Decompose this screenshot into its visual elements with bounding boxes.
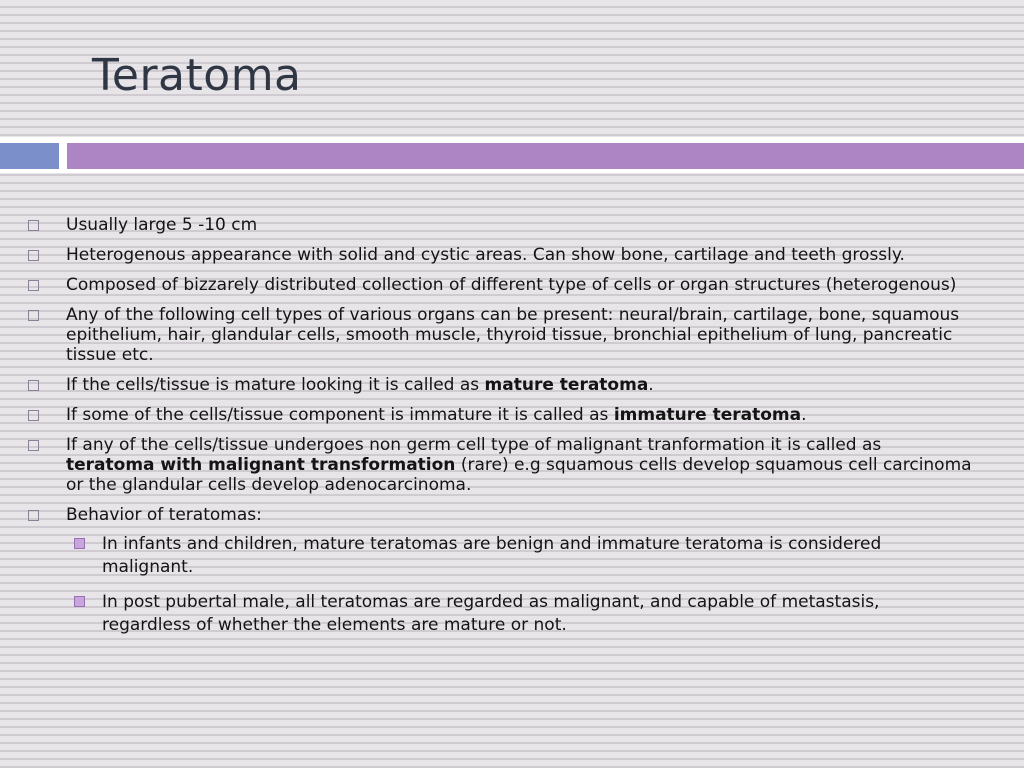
filled-square-bullet-icon [74,538,85,549]
bullet-text-pre: If any of the cells/tissue undergoes non germ cell type of malignant tranformation it is called as [66,435,882,455]
bold-term: immature teratoma [613,405,802,425]
bullet-item [28,245,973,265]
bullet-text: Any of the following cell types of various organs can be present: neural/brain, cartilage, bone, squamous epithelium, hair, glandular cells, smooth muscle, thyroid tissue, bronchial epithelium of lung, pancreatic tissue etc. [66,305,960,365]
slide-title: Teratoma [92,50,302,101]
sub-bullet-text: In post pubertal male, all teratomas are regarded as malignant, and capable of metastasis, regardless of whether the elements are mature or not. [102,592,880,635]
bold-term: teratoma with malignant transformation [66,455,456,475]
square-bullet-icon [28,510,39,521]
bullet-text-pre: If the cells/tissue is mature looking it is called as [66,375,485,395]
bullet-item [28,305,973,365]
bullet-text-pre: If some of the cells/tissue component is immature it is called as [66,405,614,425]
bullet-item [28,405,973,425]
square-bullet-icon [28,380,39,391]
bullet-item [28,375,973,395]
bullet-text-post: . [801,405,807,425]
bullet-text: Heterogenous appearance with solid and cystic areas. Can show bone, cartilage and teeth grossly. [66,245,905,265]
bullet-text: Composed of bizzarely distributed collection of different type of cells or organ structures (heterogenous) [66,275,957,295]
square-bullet-icon [28,280,39,291]
bullet-item [28,275,973,295]
sub-bullet-item [28,591,973,637]
bullet-item [28,435,973,495]
bullet-text-post: (rare) e.g squamous cells develop squamous cell carcinoma or the glandular cells develop adenocarcinoma. [66,455,972,495]
accent-bar-left [0,143,59,169]
square-bullet-icon [28,220,39,231]
bullet-item [28,215,973,235]
bold-term: mature teratoma [484,375,649,395]
square-bullet-icon [28,440,39,451]
accent-bar-right [67,143,1024,169]
square-bullet-icon [28,250,39,261]
bullet-list [28,215,973,649]
square-bullet-icon [28,310,39,321]
bullet-text-post: . [648,375,654,395]
bullet-item [28,505,973,525]
bullet-text: Usually large 5 -10 cm [66,215,258,235]
bullet-text: Behavior of teratomas: [66,505,262,525]
filled-square-bullet-icon [74,596,85,607]
sub-bullet-item [28,533,973,579]
sub-bullet-text: In infants and children, mature teratomas are benign and immature teratoma is considered malignant. [102,534,882,577]
square-bullet-icon [28,410,39,421]
